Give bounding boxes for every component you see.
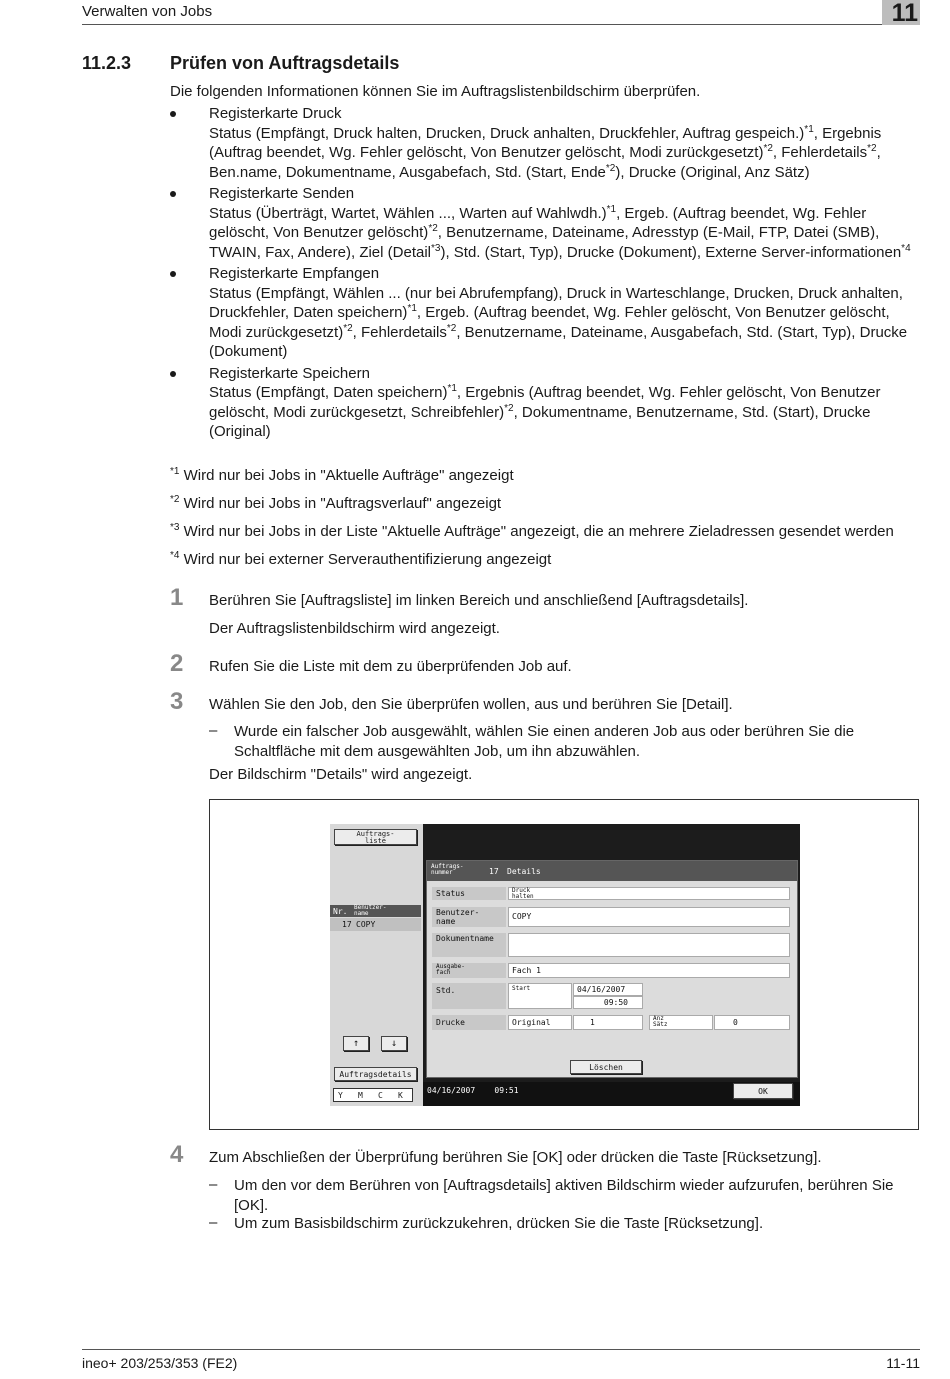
job-list-button[interactable]: Auftrags- liste [334, 829, 417, 845]
step-text: Berühren Sie [Auftragsliste] im linken Bereich und anschließend [Auftragsdetails]. [209, 592, 749, 609]
start-date: 04/16/2007 [573, 983, 643, 996]
dash-marker: – [209, 1176, 218, 1193]
step-number: 4 [170, 1141, 184, 1168]
original-label: Original [508, 1015, 572, 1030]
row-nr: 17 [342, 920, 352, 929]
section-title: Prüfen von Auftragsdetails [170, 53, 400, 73]
footnote: $^{*1}$ Wird nur bei Jobs in "Aktuelle Aufträge" angezeigt [170, 466, 514, 484]
status-bar [423, 1082, 800, 1106]
bullet-title: Registerkarte Speichern [209, 364, 370, 382]
bullet-body: Status (Empfängt, Wählen ... (nur bei Abrufempfang), Druck in Warteschlange, Drucken, Druck anhalten, Druckfehler, Daten speichern)$^{*1}$, Ergeb. (Auftrag beendet, Wg. Fehler gelöscht, Von Benutzer gelöscht, Modi zurückgesetzt)$^{*2}$, Fehlerdetails$^{*2}$, Benutzername, Dateiname, Ausgabefach, Std. (Start, Typ), Drucke (Dokument) [209, 284, 908, 360]
tray-label: Ausgabe- fach [432, 963, 506, 978]
step-text: Zum Abschließen der Überprüfung berühren Sie [OK] oder drücken die Taste [Rücksetzung]. [209, 1149, 822, 1166]
scroll-down-button[interactable]: ↓ [381, 1036, 407, 1051]
dash-marker: – [209, 1214, 218, 1231]
list-item [170, 264, 920, 362]
section-number: 11.2.3 [82, 53, 132, 73]
left-pane [330, 824, 423, 1106]
status-value: Druck halten [508, 887, 790, 900]
document-value [508, 933, 790, 957]
toner-k: K [398, 1091, 403, 1100]
toner-y: Y [338, 1091, 343, 1100]
date-time: 04/16/2007 09:51 [427, 1086, 519, 1095]
step-result: Der Auftragslistenbildschirm wird angezeigt. [209, 620, 500, 637]
job-table-header [330, 905, 421, 917]
time-label: Std. [432, 983, 506, 1009]
row-user: COPY [356, 920, 376, 929]
step-sub: Wurde ein falscher Job ausgewählt, wählen Sie einen anderen Job aus oder berühren Sie die Schaltfläche mit dem ausgewählten Job, um ihn abzuwählen. [234, 723, 855, 760]
table-row[interactable] [330, 918, 421, 931]
step-result: Der Bildschirm "Details" wird angezeigt. [209, 766, 473, 783]
delete-button[interactable]: Löschen [570, 1060, 642, 1074]
sets-label: Anz Sätz [649, 1015, 713, 1030]
list-item [170, 364, 920, 442]
step-sub: Um zum Basisbildschirm zurückzukehren, drücken Sie die Taste [Rücksetzung]. [234, 1215, 764, 1232]
ok-button[interactable]: OK [733, 1083, 793, 1099]
start-label: Start [508, 983, 572, 1009]
bullet-icon [170, 271, 176, 277]
user-label: Benutzer- name [432, 907, 506, 927]
panel-title: Details [507, 867, 541, 876]
tab-info-list [170, 104, 920, 444]
details-panel [426, 860, 798, 1078]
details-panel-header [427, 861, 797, 881]
user-value: COPY [508, 907, 790, 927]
footnote: $^{*4}$ Wird nur bei externer Serverauthentifizierung angezeigt [170, 550, 552, 568]
footer-rule [82, 1349, 920, 1350]
intro-text: Die folgenden Informationen können Sie im Auftragslistenbildschirm überprüfen. [170, 83, 701, 100]
list-item [170, 104, 920, 182]
footer-model: ineo+ 203/253/353 (FE2) [82, 1355, 238, 1371]
bullet-icon [170, 371, 176, 377]
bullet-title: Registerkarte Senden [209, 185, 355, 202]
footnote: $^{*2}$ Wird nur bei Jobs in "Auftragsverlauf" angezeigt [170, 494, 502, 512]
col-user: Benutzer- name [354, 904, 387, 917]
toner-m: M [358, 1091, 363, 1100]
tray-value: Fach 1 [508, 963, 790, 978]
bullet-body: Status (Empfängt, Daten speichern)$^{*1}$, Ergebnis (Auftrag beendet, Wg. Fehler gelöscht, Von Benutzer gelöscht, Modi zurückgesetzt, Schreibfehler)$^{*2}$, Dokumentname, Benutzername, Std. (Start), Drucke (Original) [209, 383, 881, 440]
step-sub: Um den vor dem Berühren von [Auftragsdetails] aktiven Bildschirm wieder aufzurufen, berühren Sie [OK]. [234, 1177, 894, 1214]
bullet-icon [170, 191, 176, 197]
running-header: Verwalten von Jobs [82, 3, 213, 20]
dash-marker: – [209, 722, 218, 739]
device-screen [330, 824, 800, 1106]
chapter-number: 11 [882, 0, 920, 25]
bullet-title: Registerkarte Druck [209, 105, 342, 122]
step-number: 1 [170, 584, 184, 611]
original-value: 1 [573, 1015, 643, 1030]
step-number: 3 [170, 688, 184, 715]
start-time: 09:50 [573, 996, 643, 1009]
job-number: 17 [489, 867, 499, 876]
document-label: Dokumentname [432, 933, 506, 957]
footnotes [170, 466, 930, 578]
job-details-button[interactable]: Auftragsdetails [334, 1067, 417, 1081]
toner-c: C [378, 1091, 383, 1100]
job-number-label: Auftrags- nummer [431, 863, 464, 876]
prints-label: Drucke [432, 1015, 506, 1030]
scroll-up-button[interactable]: ↑ [343, 1036, 369, 1051]
list-item [170, 184, 920, 262]
col-nr: Nr. [333, 907, 348, 916]
header-rule [82, 24, 882, 25]
bullet-title: Registerkarte Empfangen [209, 265, 380, 282]
bullet-icon [170, 111, 176, 117]
step-text: Rufen Sie die Liste mit dem zu überprüfenden Job auf. [209, 658, 572, 675]
bullet-body: Status (Überträgt, Wartet, Wählen ..., Warten auf Wahlwdh.)$^{*1}$, Ergeb. (Auftrag beendet, Wg. Fehler gelöscht, Von Benutzer gelöscht)$^{*2}$, Benutzername, Dateiname, Adresstyp (E-Mail, FTP, Datei (SMB), TWAIN, Fax, Andere), Ziel (Detail$^{*3}$), Std. (Start, Typ), Drucke (Dokument), Externe Server-informationen$^{*4}$ [209, 203, 911, 261]
page-number: 11-11 [886, 1355, 920, 1371]
footnote: $^{*3}$ Wird nur bei Jobs in der Liste "Aktuelle Aufträge" angezeigt, die an mehrere Zieladressen gesendet werden [170, 522, 894, 540]
toner-indicator [333, 1088, 413, 1102]
step-text: Wählen Sie den Job, den Sie überprüfen wollen, aus und berühren Sie [Detail]. [209, 696, 733, 713]
bullet-body: Status (Empfängt, Druck halten, Drucken, Druck anhalten, Druckfehler, Auftrag gespeich.)$^{*1}$, Ergebnis (Auftrag beendet, Wg. Fehler gelöscht, Von Benutzer gelöscht, Modi zurückgesetzt)$^{*2}$, Fehlerdetails$^{*2}$, Ben.name, Dokumentname, Ausgabefach, Std. (Start, Ende$^{*2}$), Drucke (Original, Anz Sätz) [209, 123, 882, 181]
step-number: 2 [170, 650, 184, 677]
sets-value: 0 [714, 1015, 790, 1030]
status-label: Status [432, 887, 506, 900]
